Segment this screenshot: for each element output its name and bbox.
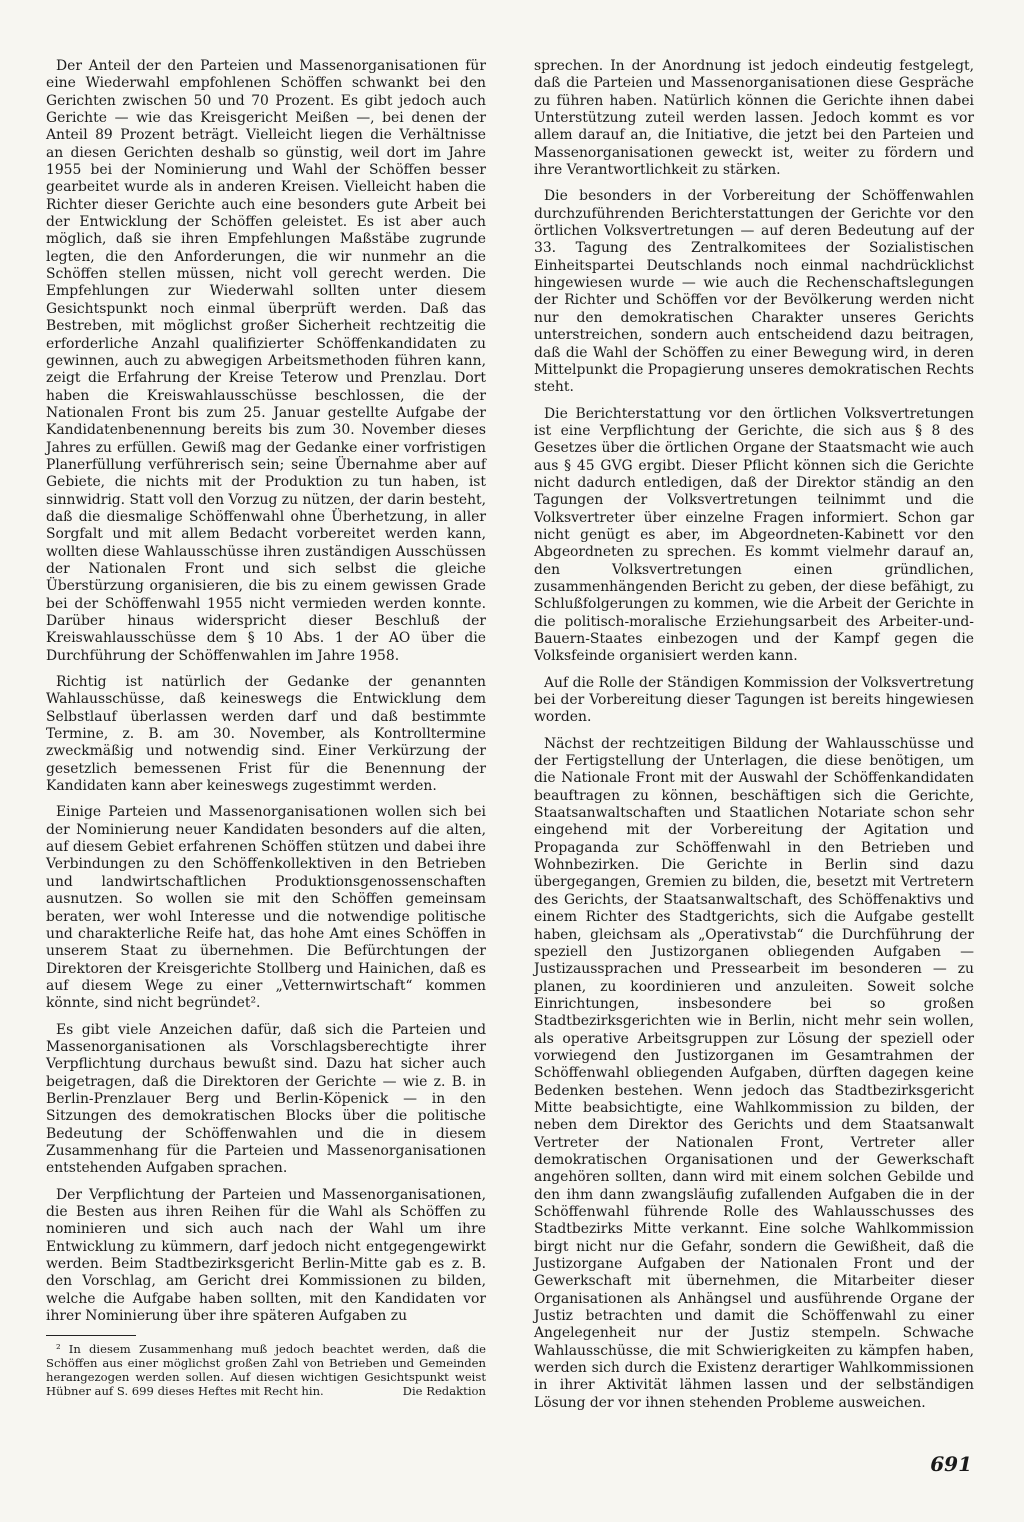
paragraph: Die Berichterstattung vor den örtlichen Volksvertretungen ist eine Verpflichtung der Gerichte, die sich aus § 8 des Gesetzes über die örtlichen Organe der Staatsmacht wie auch aus § 45 GVG ergibt. Dieser Pflicht können sich die Gerichte nicht dadurch entledigen, daß der Direktor ständig an den Tagungen der Volksvertretungen teilnimmt und die Volksvertreter über einzelne Fragen informiert. Schon gar nicht genügt es aber, im Abgeordneten-Kabinett vor den Abgeordneten zu sprechen. Es kommt vielmehr darauf an, den Volksvertretungen einen gründlichen, zusammenhängenden Bericht zu geben, der diese befähigt, zu Schlußfolgerungen zu kommen, wie die Arbeit der Gerichte in die politisch-moralische Erziehungsarbeit des Arbeiter-und-Bauern-Staates einbezogen und der Kampf gegen die Volksfeinde organisiert werden kann. (534, 405, 974, 665)
footnote-signature: Die Redaktion (402, 1384, 486, 1399)
paragraph: Der Verpflichtung der Parteien und Massenorganisationen, die Besten aus ihren Reihen für die Wahl als Schöffen zu nominieren und sich auch nach der Wahl um ihre Entwicklung zu kümmern, darf jedoch nicht entgegengewirkt werden. Beim Stadtbezirksgericht Berlin-Mitte gab es z. B. den Vorschlag, am Gericht drei Kommissionen zu bilden, welche die Aufgabe haben sollten, mit den Kandidaten vor ihrer Nominierung über ihre späteren Aufgaben zu (46, 1186, 486, 1325)
paragraph: sprechen. In der Anordnung ist jedoch eindeutig festgelegt, daß die Parteien und Massenorganisationen diese Gespräche zu führen haben. Natürlich können die Gerichte ihnen dabei Unterstützung zuteil werden lassen. Jedoch kommt es vor allem darauf an, die Initiative, die jetzt bei den Parteien und Massenorganisationen geweckt ist, weiter zu fördern und ihre Verantwortlichkeit zu stärken. (534, 58, 974, 179)
paragraph: Die besonders in der Vorbereitung der Schöffenwahlen durchzuführenden Berichterstattungen der Gerichte vor den örtlichen Volksvertretungen — auf deren Bedeutung auf der 33. Tagung des Zentralkomitees der Sozialistischen Einheitspartei Deutschlands noch einmal nachdrücklichst hingewiesen wurde — wie auch die Rechenschaftslegungen der Richter und Schöffen vor der Bevölkerung werden nicht nur den demokratischen Charakter unseres Gerichts unterstreichen, sondern auch entscheidend dazu beitragen, daß die Wahl der Schöffen zu einer Bewegung wird, in deren Mittelpunkt die Propagierung unseres demokratischen Rechts steht. (534, 188, 974, 396)
paragraph: Richtig ist natürlich der Gedanke der genannten Wahlausschüsse, daß keineswegs die Entwicklung dem Selbstlauf überlassen werden darf und daß bestimmte Termine, z. B. am 30. November, als Kontrolltermine zweckmäßig und notwendig sind. Einer Verkürzung der gesetzlich bemessenen Frist für die Benennung der Kandidaten kann aber keineswegs zugestimmt werden. (46, 674, 486, 795)
page-number: 691 (930, 1452, 972, 1476)
paragraph: Nächst der rechtzeitigen Bildung der Wahlausschüsse und der Fertigstellung der Unterlagen, die diese benötigen, um die Nationale Front mit der Auswahl der Schöffenkandidaten beauftragen zu können, beschäftigen sich die Gerichte, Staatsanwaltschaften und Staatlichen Notariate schon sehr eingehend mit der Vorbereitung der Agitation und Propaganda zur Schöffenwahl in den Betrieben und Wohnbezirken. Die Gerichte in Berlin sind dazu übergegangen, Gremien zu bilden, die, besetzt mit Vertretern des Gerichts, der Staatsanwaltschaft, des Schöffenaktivs und einem Richter des Stadtgerichts, sich die Aufgabe gestellt haben, gleichsam als „Operativstab“ die Durchführung der speziell den Justizorganen obliegenden Aufgaben — Justizaussprachen und Pressearbeit im besonderen — zu planen, zu koordinieren und anzuleiten. Soweit solche Einrichtungen, insbesondere bei so großen Stadtbezirksgerichten wie in Berlin, nicht mehr sein wollen, als operative Arbeitsgruppen zur Lösung der speziell oder vorwiegend den Justizorganen im Gesamtrahmen der Schöffenwahl obliegenden Aufgaben, dürften dagegen keine Bedenken bestehen. Wenn jedoch das Stadtbezirksgericht Mitte beabsichtigte, eine Wahlkommission zu bilden, der neben dem Direktor des Gerichts und dem Staatsanwalt Vertreter der Nationalen Front, Vertreter aller demokratischen Organisationen und der Gewerkschaft angehören sollten, dann wird mit einem solchen Gebilde und den ihm dann zwangsläufig zufallenden Aufgaben die in der Schöffenwahl führende Rolle des Wahlausschusses des Stadtbezirks Mitte verkannt. Eine solche Wahlkommission birgt nicht nur die Gefahr, sondern die Gewißheit, daß die Justizorgane Aufgaben der Nationalen Front und der Gewerkschaft mit übernehmen, die Mitarbeiter dieser Organisationen als Anhängsel und ausführende Organe der Justiz betrachten und damit die Schöffenwahl zu einer Angelegenheit nur der Justiz stempeln. Schwache Wahlausschüsse, die mit Schwierigkeiten zu kämpfen haben, werden sich durch die Existenz derartiger Wahlkommissionen in ihrer Aktivität lähmen lassen und der selbständigen Lösung der vor ihnen stehenden Probleme ausweichen. (534, 735, 974, 1411)
right-column (534, 58, 974, 1421)
paragraph: Einige Parteien und Massenorganisationen wollen sich bei der Nominierung neuer Kandidaten besonders auf die alten, auf diesem Gebiet erfahrenen Schöffen stützen und dabei ihre Verbindungen zu den Schöffenkollektiven in den Betrieben und landwirtschaftlichen Produktionsgenossenschaften ausnutzen. So wollen sie mit den Schöffen gemeinsam beraten, wer wohl Interesse und die notwendige politische und charakterliche Reife hat, das hohe Amt eines Schöffen in unserem Staat zu übernehmen. Die Befürchtungen der Direktoren der Kreisgerichte Stollberg und Hainichen, daß es auf diesem Wege zu einer „Vetternwirtschaft“ kommen könnte, sind nicht begründet². (46, 804, 486, 1012)
paragraph: Auf die Rolle der Ständigen Kommission der Volksvertretung bei der Vorbereitung dieser Tagungen ist bereits hingewiesen worden. (534, 674, 974, 726)
paragraph: Es gibt viele Anzeichen dafür, daß sich die Parteien und Massenorganisationen als Vorschlagsberechtigte ihrer Verpflichtung durchaus bewußt sind. Dazu hat sicher auch beigetragen, daß die Direktoren der Gerichte — wie z. B. in Berlin-Prenzlauer Berg und Berlin-Köpenick — in den Sitzungen des demokratischen Blocks über die politische Bedeutung der Schöffenwahlen und die in diesem Zusammenhang für die Parteien und Massenorganisationen entstehenden Aufgaben sprachen. (46, 1021, 486, 1177)
footnote-text: ² In diesem Zusammenhang muß jedoch beachtet werden, daß die Schöffen aus einer möglichst großen Zahl von Betrieben und Gemeinden herangezogen werden sollen. Auf diesen wichtigen Gesichtspunkt weist Hübner auf S. 699 dieses Heftes mit Recht hin. (46, 1342, 486, 1399)
footnote (46, 1342, 486, 1398)
left-column (46, 58, 486, 1407)
footnote-divider (46, 1335, 136, 1336)
paragraph: Der Anteil der den Parteien und Massenorganisationen für eine Wiederwahl empfohlenen Schöffen schwankt bei den Gerichten zwischen 50 und 70 Prozent. Es gibt jedoch auch Gerichte — wie das Kreisgericht Meißen —, bei denen der Anteil 89 Prozent beträgt. Vielleicht liegen die Verhältnisse an diesen Gerichten deshalb so günstig, weil dort im Jahre 1955 bei der Nominierung und Wahl der Schöffen besser gearbeitet wurde als in anderen Kreisen. Vielleicht haben die Richter dieser Gerichte auch eine besonders gute Arbeit bei der Entwicklung der Schöffen geleistet. Es ist aber auch möglich, daß sie ihren Empfehlungen Maßstäbe zugrunde legten, die den Anforderungen, die wir nunmehr an die Schöffen stellen müssen, nicht voll gerecht werden. Die Empfehlungen zur Wiederwahl sollten unter diesem Gesichtspunkt noch einmal überprüft werden. Daß das Bestreben, mit möglichst großer Sicherheit rechtzeitig die erforderliche Anzahl qualifizierter Schöffenkandidaten zu gewinnen, auch zu abwegigen Arbeitsmethoden führen kann, zeigt die Erfahrung der Kreise Teterow und Prenzlau. Dort haben die Kreiswahlausschüsse beschlossen, die der Nationalen Front bis zum 25. Januar gestellte Aufgabe der Kandidatenbenennung bereits bis zum 30. November dieses Jahres zu erfüllen. Gewiß mag der Gedanke einer vorfristigen Planerfüllung verführerisch sein; seine Übernahme aber auf Gebiete, die nichts mit der Produktion zu tun haben, ist sinnwidrig. Statt voll den Vorzug zu nützen, der darin besteht, daß die diesmalige Schöffenwahl ohne Überhetzung, in aller Sorgfalt und mit allem Bedacht vorbereitet werden kann, wollten diese Wahlausschüsse ihren zuständigen Ausschüssen der Nationalen Front und sich selbst die gleiche Überstürzung organisieren, die bis zu einem gewissen Grade bei der Schöffenwahl 1955 nicht vermieden werden konnte. Darüber hinaus widerspricht dieser Beschluß der Kreiswahlausschüsse dem § 10 Abs. 1 der AO über die Durchführung der Schöffenwahlen im Jahre 1958. (46, 58, 487, 664)
